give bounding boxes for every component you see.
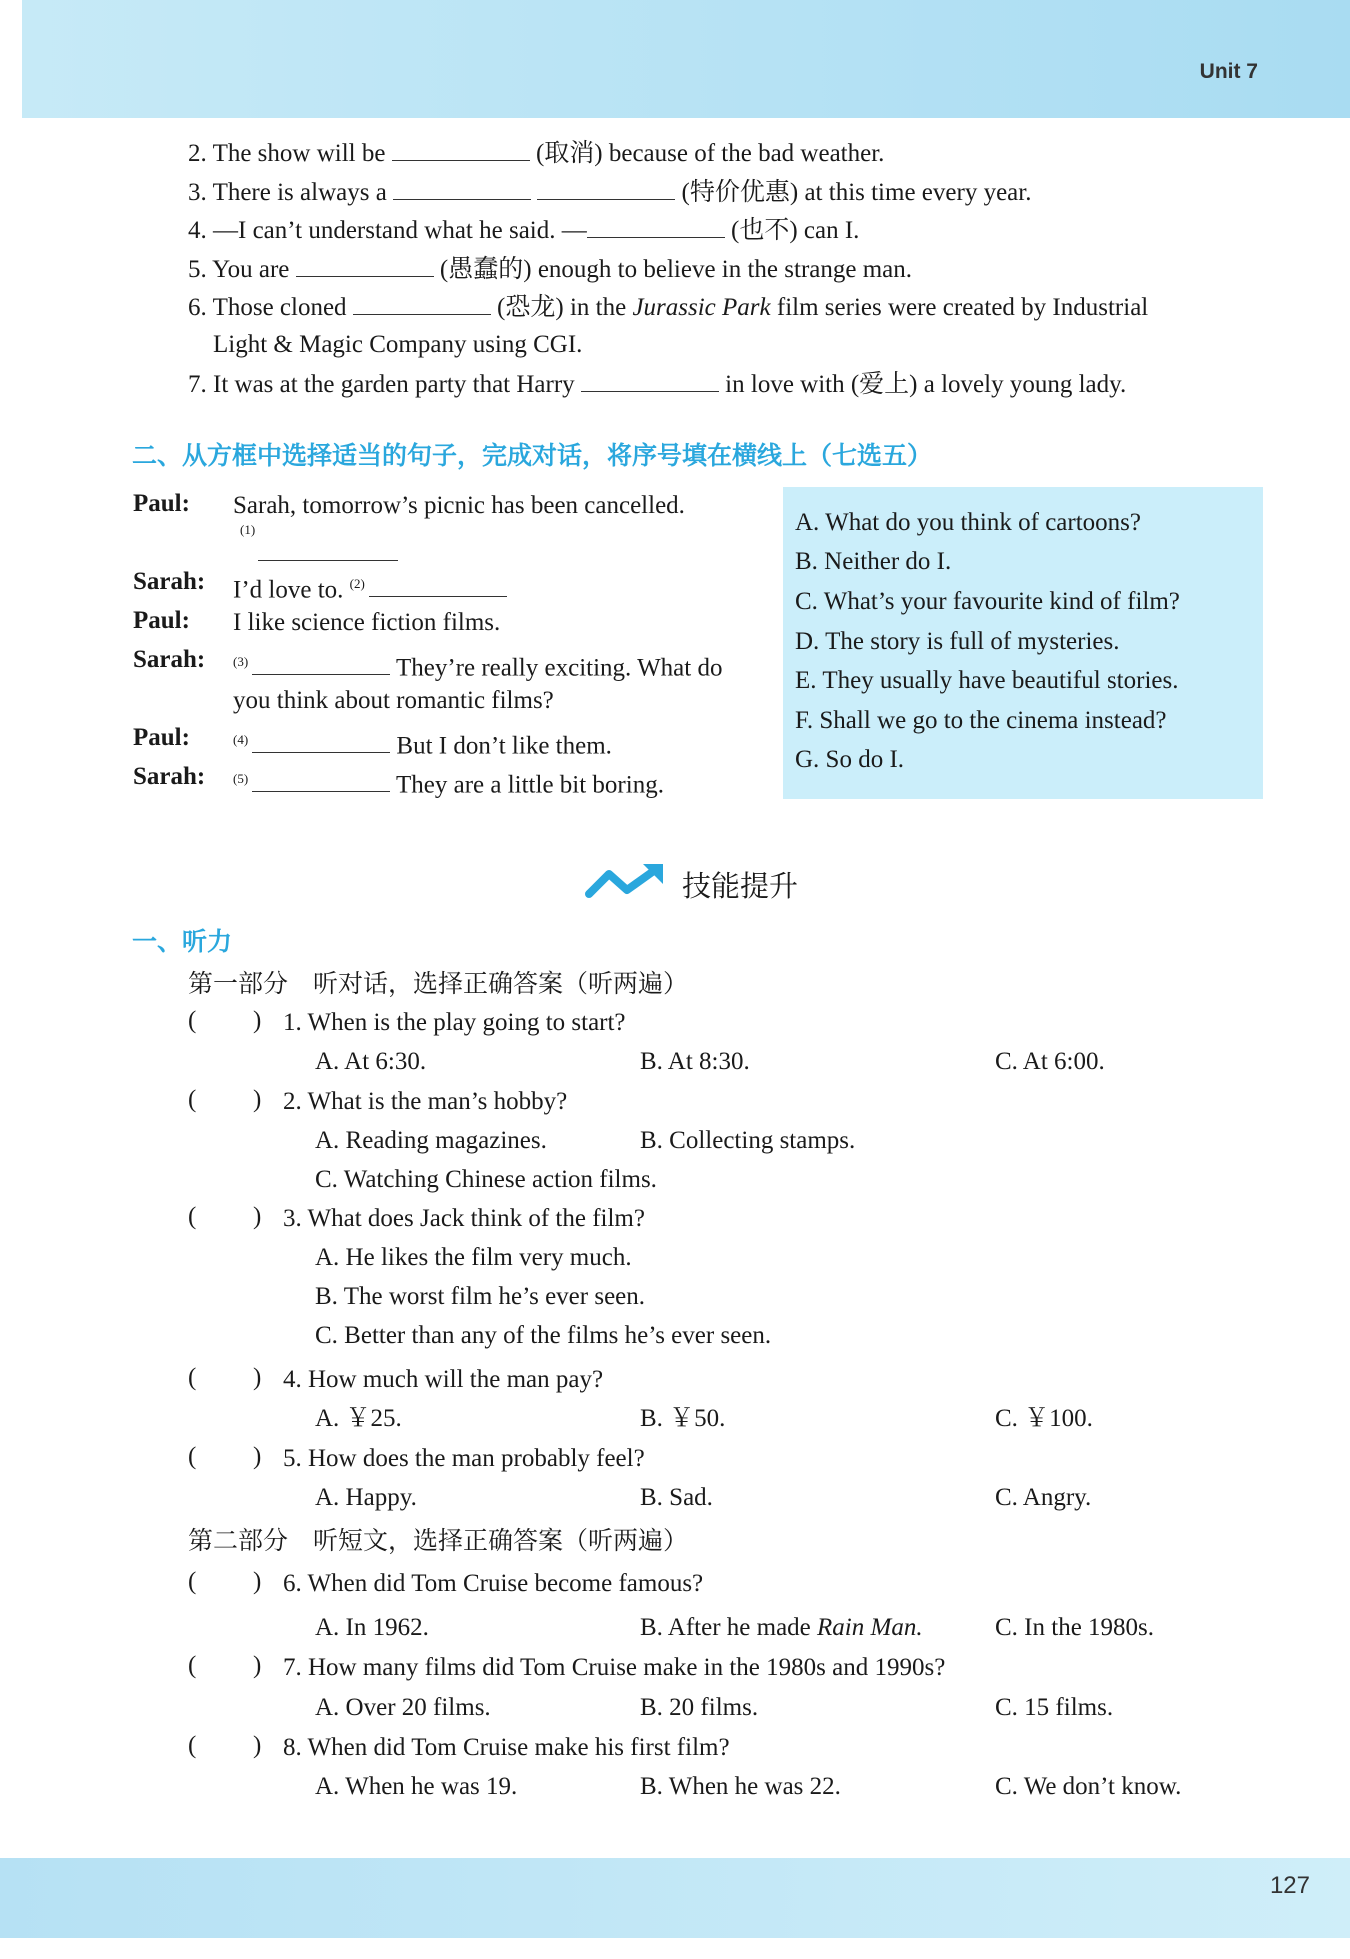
- answer-blank[interactable]: [296, 252, 434, 277]
- answer-option-c[interactable]: C. At 6:00.: [995, 1048, 1105, 1075]
- blank-item-5: 5. You are (愚蠢的) enough to believe in the strange man.: [188, 252, 912, 286]
- answer-blank[interactable]: [392, 136, 530, 161]
- question-text: 5. How does the man probably feel?: [283, 1445, 645, 1472]
- question-text: 1. When is the play going to start?: [283, 1009, 626, 1036]
- header-band: [0, 0, 1350, 118]
- answer-bracket-open: (: [188, 1364, 197, 1391]
- option-item: G. So do I.: [795, 746, 905, 773]
- dialog-speaker: Sarah:: [133, 763, 206, 790]
- options-box: [783, 487, 1263, 799]
- answer-option-b[interactable]: B. When he was 22.: [640, 1773, 841, 1800]
- answer-bracket-close: ): [253, 1568, 262, 1595]
- dialog-line: I’d love to. $^{(2)}$: [233, 568, 507, 606]
- blank-item-4: 4. —I can’t understand what he said. — (也不) can I.: [188, 213, 859, 247]
- answer-slot[interactable]: [200, 1568, 250, 1600]
- question-text: 3. What does Jack think of the film?: [283, 1205, 645, 1232]
- dialog-line: $^{(4)}$ But I don’t like them.: [233, 724, 612, 762]
- answer-option-c[interactable]: C. We don’t know.: [995, 1773, 1182, 1800]
- part-heading: 第一部分 听对话，选择正确答案（听两遍）: [188, 969, 689, 998]
- answer-slot[interactable]: [200, 1732, 250, 1764]
- answer-slot[interactable]: [200, 1443, 250, 1475]
- answer-bracket-open: (: [188, 1443, 197, 1470]
- answer-option-c[interactable]: C. Watching Chinese action films.: [315, 1166, 657, 1193]
- answer-option-b[interactable]: B. After he made Rain Man.: [640, 1614, 923, 1641]
- answer-option-a[interactable]: A. He likes the film very much.: [315, 1244, 632, 1271]
- blank-number: (5): [233, 771, 249, 786]
- dialog-line: $^{(3)}$ They’re really exciting. What do: [233, 646, 722, 684]
- question-text: 8. When did Tom Cruise make his first film?: [283, 1734, 730, 1761]
- answer-slot[interactable]: [200, 1203, 250, 1235]
- question-text: 2. What is the man’s hobby?: [283, 1088, 568, 1115]
- section-heading-dialogue: 二、从方框中选择适当的句子，完成对话，将序号填在横线上（七选五）: [132, 441, 933, 470]
- answer-option-c[interactable]: C. In the 1980s.: [995, 1614, 1155, 1641]
- answer-bracket-close: ): [253, 1203, 262, 1230]
- answer-option-a[interactable]: A. In 1962.: [315, 1614, 429, 1641]
- answer-bracket-open: (: [188, 1732, 197, 1759]
- dialog-speaker: Paul:: [133, 490, 190, 517]
- skills-title: 技能提升: [682, 869, 799, 903]
- answer-blank[interactable]: [369, 572, 507, 597]
- blank-number: (4): [233, 732, 249, 747]
- footer-band: [0, 1858, 1350, 1938]
- dialog-speaker: Sarah:: [133, 646, 206, 673]
- answer-blank[interactable]: [393, 175, 531, 200]
- answer-option-b[interactable]: B. At 8:30.: [640, 1048, 750, 1075]
- dialog-speaker: Paul:: [133, 607, 190, 634]
- answer-bracket-close: ): [253, 1364, 262, 1391]
- answer-blank[interactable]: [581, 367, 719, 392]
- answer-option-a[interactable]: A. When he was 19.: [315, 1773, 518, 1800]
- answer-blank[interactable]: [252, 767, 390, 792]
- question-text: 4. How much will the man pay?: [283, 1366, 604, 1393]
- blank-item-3: 3. There is always a (特价优惠) at this time every year.: [188, 175, 1031, 209]
- option-item: E. They usually have beautiful stories.: [795, 667, 1179, 694]
- answer-option-a[interactable]: A. Reading magazines.: [315, 1127, 547, 1154]
- answer-blank[interactable]: [252, 728, 390, 753]
- answer-bracket-open: (: [188, 1652, 197, 1679]
- blank-item-7: 7. It was at the garden party that Harry in love with (爱上) a lovely young lady.: [188, 367, 1126, 401]
- answer-slot[interactable]: [200, 1364, 250, 1396]
- option-item: B. Neither do I.: [795, 548, 952, 575]
- answer-option-c[interactable]: C. ￥100.: [995, 1405, 1093, 1432]
- answer-blank[interactable]: [587, 213, 725, 238]
- option-item: C. What’s your favourite kind of film?: [795, 588, 1180, 615]
- option-item: A. What do you think of cartoons?: [795, 509, 1141, 536]
- dialog-line: $^{(5)}$ They are a little bit boring.: [233, 763, 664, 801]
- dialog-speaker: Sarah:: [133, 568, 206, 595]
- blank-item-6-continued: Light & Magic Company using CGI.: [213, 331, 583, 358]
- answer-bracket-open: (: [188, 1007, 197, 1034]
- answer-blank[interactable]: [353, 290, 491, 315]
- question-text: 7. How many films did Tom Cruise make in the 1980s and 1990s?: [283, 1654, 946, 1681]
- question-text: 6. When did Tom Cruise become famous?: [283, 1570, 704, 1597]
- answer-bracket-open: (: [188, 1568, 197, 1595]
- answer-option-a[interactable]: A. ￥25.: [315, 1405, 402, 1432]
- blank-item-2: 2. The show will be (取消) because of the bad weather.: [188, 136, 884, 170]
- answer-option-a[interactable]: A. Happy.: [315, 1484, 417, 1511]
- answer-option-a[interactable]: A. Over 20 films.: [315, 1694, 491, 1721]
- answer-option-c[interactable]: C. 15 films.: [995, 1694, 1114, 1721]
- answer-bracket-close: ): [253, 1732, 262, 1759]
- blank-number: (3): [233, 654, 249, 669]
- dialog-line: I like science fiction films.: [233, 609, 501, 636]
- answer-bracket-close: ): [253, 1652, 262, 1679]
- option-item: F. Shall we go to the cinema instead?: [795, 707, 1167, 734]
- answer-blank[interactable]: [252, 650, 390, 675]
- answer-slot[interactable]: [200, 1652, 250, 1684]
- answer-option-b[interactable]: B. Collecting stamps.: [640, 1127, 856, 1154]
- answer-slot[interactable]: [200, 1086, 250, 1118]
- blank-item-6: 6. Those cloned (恐龙) in the Jurassic Park film series were created by Industrial: [188, 290, 1148, 324]
- answer-bracket-open: (: [188, 1203, 197, 1230]
- answer-slot[interactable]: [200, 1007, 250, 1039]
- answer-option-a[interactable]: A. At 6:30.: [315, 1048, 427, 1075]
- answer-blank[interactable]: [537, 175, 675, 200]
- option-item: D. The story is full of mysteries.: [795, 628, 1120, 655]
- unit-label: Unit 7: [1199, 60, 1258, 83]
- page-number: 127: [1269, 1872, 1310, 1899]
- section-heading-listening: 一、听力: [132, 927, 233, 956]
- answer-bracket-close: ): [253, 1443, 262, 1470]
- trend-up-icon: [583, 860, 667, 904]
- blank-number: (1): [240, 522, 256, 537]
- dialog-line-continued: you think about romantic films?: [233, 687, 554, 714]
- answer-option-b[interactable]: B. Sad.: [640, 1484, 713, 1511]
- answer-bracket-close: ): [253, 1007, 262, 1034]
- answer-bracket-close: ): [253, 1086, 262, 1113]
- answer-option-b[interactable]: B. 20 films.: [640, 1694, 759, 1721]
- answer-blank[interactable]: [258, 560, 398, 561]
- answer-bracket-open: (: [188, 1086, 197, 1113]
- dialog-line: Sarah, tomorrow’s picnic has been cancelled.: [233, 492, 685, 519]
- blank-number: (2): [349, 576, 365, 591]
- part-heading: 第二部分 听短文，选择正确答案（听两遍）: [188, 1526, 689, 1555]
- dialog-speaker: Paul:: [133, 724, 190, 751]
- answer-option-b[interactable]: B. The worst film he’s ever seen.: [315, 1283, 646, 1310]
- answer-option-c[interactable]: C. Angry.: [995, 1484, 1092, 1511]
- answer-option-c[interactable]: C. Better than any of the films he’s ever seen.: [315, 1322, 772, 1349]
- header-band-edge: [0, 0, 22, 118]
- answer-option-b[interactable]: B. ￥50.: [640, 1405, 726, 1432]
